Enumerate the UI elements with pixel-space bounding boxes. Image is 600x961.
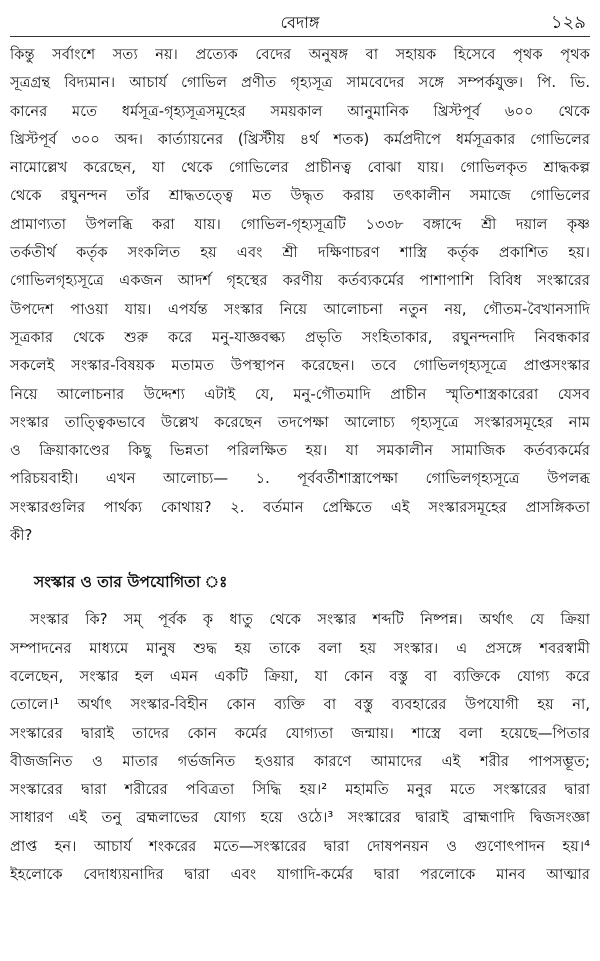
text-line: সূত্রকার থেকে শুরু করে মনু-যাজ্ঞবল্ক্য প্রভৃতি সংহিতাকার, রঘুনন্দনাদি নিবন্ধকার <box>10 328 590 346</box>
text-line: পরিচয়বাহী। এখন আলোচ্য— ১. পূর্ববর্তীশাস্ত্রাপেক্ষা গোভিলগৃহ্যসূত্রে উপলব্ধ <box>10 470 590 488</box>
page-header <box>10 6 590 37</box>
page-number: ১২৯ <box>550 12 586 33</box>
text-line: প্রামাণ্যতা উপলব্ধি করা যায়। গোভিল-গৃহ্যসূত্রটি ১৩৩৮ বঙ্গাব্দে শ্রী দয়াল কৃষ্ণ <box>10 215 590 233</box>
text-line: সাধারণ এই তনু ব্রহ্মলাভের যোগ্য হয়ে ওঠে।³ সংস্কারের দ্বারাই ব্রাহ্মণাদি দ্বিজসংজ্ঞা <box>10 809 590 827</box>
text-line: সংস্কারের দ্বারাই তাদের কোন কর্মের যোগ্যতা জন্মায়। শাস্ত্রে বলা হয়েছে—পিতার <box>10 724 590 742</box>
text-line: সূত্রগ্রন্থ বিদ্যমান। আচার্য গোভিল প্রণীত গৃহ্যসূত্র সামবেদের সঙ্গে সম্পর্কযুক্ত। পি. ভি. <box>10 74 590 92</box>
text-line: সংস্কারগুলির পার্থক্য কোথায়? ২. বর্তমান প্রেক্ষিতে এই সংস্কারসমূহের প্রাসঙ্গিকতা <box>10 498 590 516</box>
text-line: বলেছেন, সংস্কার হল এমন একটি ক্রিয়া, যা কোন বস্তু বা ব্যক্তিকে যোগ্য করে <box>10 667 590 685</box>
section-heading: সংস্কার ও তার উপযোগিতা ঃ <box>34 573 228 592</box>
text-line: নিয়ে আলোচনার উদ্দেশ্য এটাই যে, মনু-গৌতমাদি প্রাচীন স্মৃতিশাস্ত্রকারেরা যেসব <box>10 385 590 403</box>
text-line: তোলে।¹ অর্থাৎ সংস্কার-বিহীন কোন ব্যক্তি বা বস্তু ব্যবহারের উপযোগী হয় না, <box>10 696 590 714</box>
text-line: খ্রিস্টপূর্ব ৩০০ অব্দ। কার্ত্যায়নের (খ্রিস্টীয় ৪র্থ শতক) কর্মপ্রদীপে ধর্মসূত্রকার গোভিলের <box>10 130 590 148</box>
text-line: প্রাপ্ত হন। আচার্য শংকরের মতে—সংস্কারের দ্বারা দোষপনয়ন ও গুণোৎপাদন হয়।⁴ <box>10 837 590 855</box>
text-line: গোভিলগৃহ্যসূত্রে একজন আদর্শ গৃহস্থের করণীয় কর্তব্যকর্মের পাশাপাশি বিবিধ সংস্কারের <box>10 272 590 290</box>
text-line: সংস্কার কি? সম্ পূর্বক কৃ ধাতু থেকে সংস্কার শব্দটি নিষ্পন্ন। অর্থাৎ যে ক্রিয়া <box>30 611 590 629</box>
text-line: কিন্তু সর্বাংশে সত্য নয়। প্রত্যেক বেদের অনুষঙ্গ বা সহায়ক হিসেবে পৃথক পৃথক <box>10 46 590 63</box>
text-line: সকলেই সংস্কার-বিষয়ক মতামত উপস্থাপন করেছেন। তবে গোভিলগৃহ্যসূত্রে প্রাপ্তসংস্কার <box>10 357 590 375</box>
paragraph-2 <box>10 606 590 889</box>
text-line: থেকে রঘুনন্দন তাঁর শ্রাদ্ধতত্ত্বে মত উদ্ধৃত করায় তৎকালীন সমাজে গোভিলের <box>10 187 590 205</box>
running-title: বেদাঙ্গ <box>280 13 320 32</box>
text-line: উপদেশ পাওয়া যায়। এপর্যন্ত সংস্কার নিয়ে আলোচনা নতুন নয়, গৌতম-বৈখানসাদি <box>10 300 590 318</box>
text-line: সংস্কারের দ্বারা শরীরের পবিত্রতা সিদ্ধি হয়।² মহামতি মনুর মতে সংস্কারের দ্বারা <box>10 781 590 799</box>
text-line: নামোল্লেখ করেছেন, যা থেকে গোভিলের প্রাচীনত্ব বোঝা যায়। গোভিলকৃত শ্রাদ্ধকল্প <box>10 159 590 177</box>
text-line: বীজজনিত ও মাতার গর্ভজনিত হওয়ার কারণে আমাদের এই শরীর পাপসম্ভূত; <box>10 752 590 770</box>
text-line: ও ক্রিয়াকাণ্ডের কিছু ভিন্নতা পরিলক্ষিত হয়। যা সমকালীন সামাজিক কর্তব্যকর্মের <box>10 442 590 460</box>
text-line: ইহলোকে বেদাধ্যয়নাদির দ্বারা এবং যাগাদি-কর্মের দ্বারা পরলোকে মানব আত্মার <box>10 866 590 884</box>
text-line: কী? <box>10 527 33 545</box>
text-line: সম্পাদনের মাধ্যমে মানুষ শুদ্ধ হয় তাকে বলা হয় সংস্কার। এ প্রসঙ্গে শবরস্বামী <box>10 639 590 657</box>
paragraph-1 <box>10 41 590 550</box>
text-line: কানের মতে ধর্মসূত্র-গৃহ্যসূত্রসমূহের সময়কাল আনুমানিক খ্রিস্টপূর্ব ৬০০ থেকে <box>10 102 590 120</box>
text-line: সংস্কার তাত্ত্বিকভাবে উল্লেখ করেছেন তদপেক্ষা আলোচ্য গৃহ্যসূত্রে সংস্কারসমূহের নাম <box>10 413 590 431</box>
text-line: তর্কতীর্থ কর্তৃক সংকলিত হয় এবং শ্রী দক্ষিণাচরণ শাস্ত্রি কর্তৃক প্রকাশিত হয়। <box>10 244 590 262</box>
